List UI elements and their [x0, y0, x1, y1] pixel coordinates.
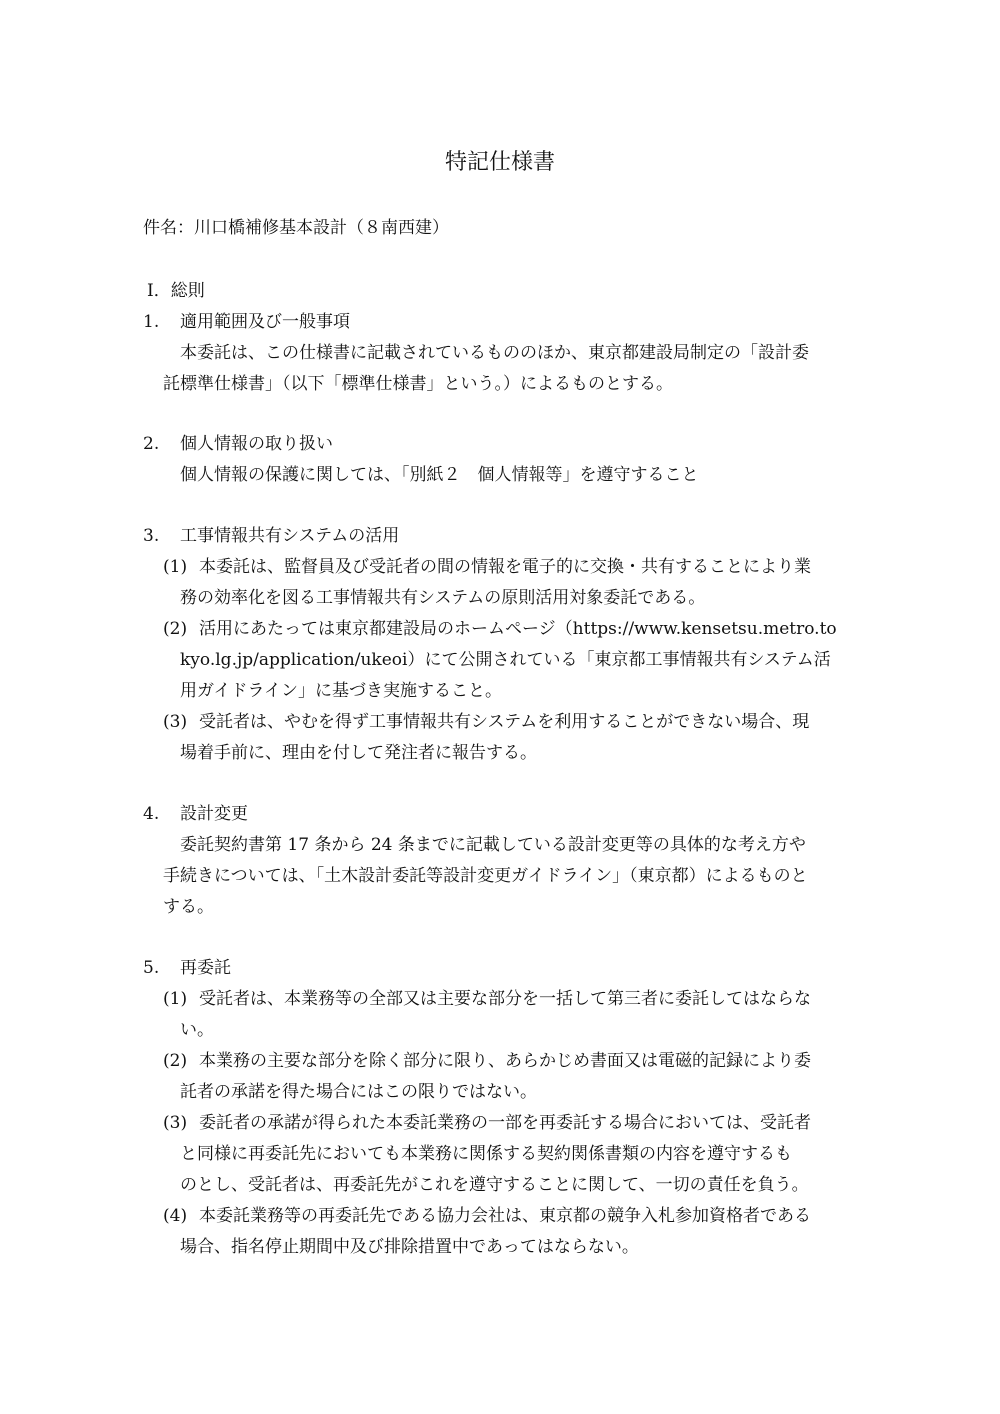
paragraph-line: 個人情報の保護に関しては、「別紙２ 個人情報等」を遵守すること: [180, 465, 699, 485]
section-2: [143, 429, 860, 491]
chapter-heading: Ⅰ．総則: [147, 281, 205, 301]
paragraph-line: 手続きについては、「土木設計委託等設計変更ガイドライン」（東京都）によるものと: [163, 866, 808, 886]
item-text: 委託者の承諾が得られた本委託業務の一部を再委託する場合においては、受託者: [199, 1113, 811, 1133]
section-3: [143, 521, 860, 769]
item-text: 受託者は、やむを得ず工事情報共有システムを利用することができない場合、現: [199, 712, 810, 732]
section-title: 適用範囲及び一般事項: [180, 312, 350, 332]
item-text: 本委託業務等の再委託先である協力会社は、東京都の競争入札参加資格者である: [199, 1206, 811, 1226]
paragraph-line: 委託契約書第 17 条から 24 条までに記載している設計変更等の具体的な考え方や: [180, 835, 806, 855]
section-number: 1.: [143, 312, 160, 332]
item-text: のとし、受託者は、再委託先がこれを遵守することに関して、一切の責任を負う。: [180, 1175, 809, 1195]
paragraph-line: 本委託は、この仕様書に記載されているもののほか、東京都建設局制定の「設計委: [180, 343, 809, 363]
list-item: [143, 1108, 860, 1139]
section-heading: [143, 521, 860, 552]
list-item: [143, 707, 860, 738]
section-1: [143, 307, 860, 400]
section-title: 再委託: [180, 958, 231, 978]
item-label: (1): [163, 557, 188, 577]
item-text: 受託者は、本業務等の全部又は主要な部分を一括して第三者に委託してはならな: [199, 989, 811, 1009]
section-4: [143, 799, 860, 923]
item-text: 場合、指名停止期間中及び排除措置中であってはならない。: [180, 1237, 639, 1257]
item-text: 場着手前に、理由を付して発注者に報告する。: [180, 743, 537, 763]
section-heading: [143, 429, 860, 460]
item-label: (2): [163, 619, 188, 639]
section-title: 設計変更: [180, 804, 248, 824]
section-5: [143, 953, 860, 1263]
item-text: と同様に再委託先においても本業務に関係する契約関係書類の内容を遵守するも: [180, 1144, 792, 1164]
document-title: 特記仕様書: [444, 150, 555, 175]
paragraph-line: 託標準仕様書」（以下「標準仕様書」という。）によるものとする。: [163, 374, 673, 394]
list-item: [143, 984, 860, 1015]
list-item: [143, 614, 860, 645]
item-label: (3): [163, 712, 188, 732]
section-title: 工事情報共有システムの活用: [180, 526, 400, 546]
section-number: 3.: [143, 526, 160, 546]
list-item: [143, 552, 860, 583]
item-text: 本委託は、監督員及び受託者の間の情報を電子的に交換・共有することにより業: [199, 557, 811, 577]
section-number: 2.: [143, 434, 160, 454]
item-text: 務の効率化を図る工事情報共有システムの原則活用対象委託である。: [180, 588, 706, 608]
section-heading: [143, 799, 860, 830]
item-label: (2): [163, 1051, 188, 1071]
paragraph-line: する。: [163, 897, 214, 917]
item-text: 託者の承諾を得た場合にはこの限りではない。: [180, 1082, 537, 1102]
section-number: 4.: [143, 804, 160, 824]
item-text: 活用にあたっては東京都建設局のホームページ（https://www.kensetsu.metro.to: [199, 619, 837, 639]
subject-line: 件名：川口橋補修基本設計（８南西建）: [143, 218, 449, 238]
section-number: 5.: [143, 958, 160, 978]
list-item: [143, 1046, 860, 1077]
item-label: (3): [163, 1113, 188, 1133]
item-text: kyo.lg.jp/application/ukeoi）にて公開されている「東京都工事情報共有システム活: [180, 650, 831, 670]
item-text: い。: [180, 1020, 214, 1040]
section-title: 個人情報の取り扱い: [180, 434, 333, 454]
section-heading: [143, 307, 860, 338]
section-heading: [143, 953, 860, 984]
item-text: 本業務の主要な部分を除く部分に限り、あらかじめ書面又は電磁的記録により委: [199, 1051, 811, 1071]
item-label: (1): [163, 989, 188, 1009]
item-text: 用ガイドライン」に基づき実施すること。: [180, 681, 502, 701]
item-label: (4): [163, 1206, 188, 1226]
list-item: [143, 1201, 860, 1232]
